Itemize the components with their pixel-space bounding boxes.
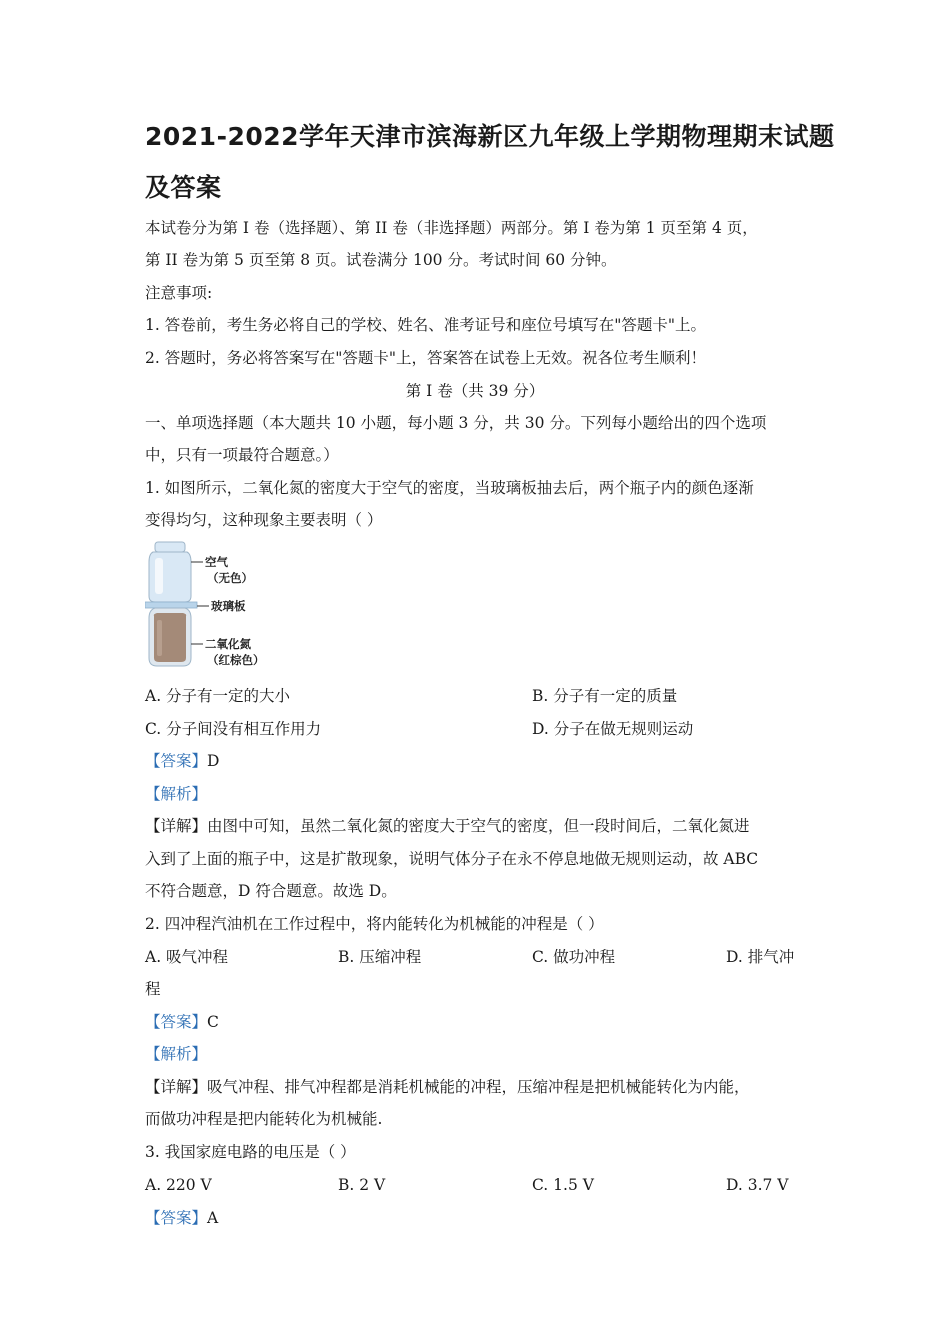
answer-tag: 【答案】: [145, 752, 208, 770]
label-glass: 玻璃板: [211, 599, 246, 613]
label-no2: 二氧化氮: [205, 637, 251, 651]
document-title-line2: 及答案: [145, 173, 222, 202]
q1-option-b: B. 分子有一定的质量: [532, 687, 678, 705]
answer-value: D: [207, 752, 220, 770]
q2-option-d: D. 排气冲: [726, 948, 795, 966]
answer-value: A: [207, 1209, 219, 1227]
notice-item-1: 1. 答卷前，考生务必将自己的学校、姓名、准考证号和座位号填写在"答题卡"上。: [145, 316, 706, 334]
detail-tag: 【详解】: [145, 1078, 208, 1096]
q3-answer: [145, 1208, 218, 1228]
q3-option-c: C. 1.5 V: [532, 1176, 594, 1194]
analysis-tag: 【解析】: [145, 785, 208, 803]
notice-heading: 注意事项:: [145, 284, 213, 302]
label-no2-note: （红棕色）: [207, 653, 265, 667]
q3-option-b: B. 2 V: [338, 1176, 386, 1194]
q3-option-a: A. 220 V: [145, 1176, 212, 1194]
q2-option-c: C. 做功冲程: [532, 948, 616, 966]
q2-detail-line1: [145, 1077, 750, 1097]
q1-stem-line2: 变得均匀，这种现象主要表明（ ）: [145, 511, 383, 529]
answer-value: C: [207, 1013, 219, 1031]
q1-detail-line3: 不符合题意，D 符合题意。故选 D。: [145, 882, 397, 900]
detail-text: 吸气冲程、排气冲程都是消耗机械能的冲程，压缩冲程是把机械能转化为内能，: [207, 1078, 750, 1096]
q2-stem: 2. 四冲程汽油机在工作过程中，将内能转化为机械能的冲程是（ ）: [145, 915, 604, 933]
label-air: 空气: [205, 555, 228, 569]
q1-option-c: C. 分子间没有相互作用力: [145, 720, 322, 738]
q2-option-b: B. 压缩冲程: [338, 948, 422, 966]
q1-option-a: A. 分子有一定的大小: [145, 687, 291, 705]
section-desc-line2: 中，只有一项最符合题意。）: [145, 446, 339, 464]
answer-tag: 【答案】: [145, 1013, 208, 1031]
q2-option-wrap: 程: [145, 980, 161, 998]
q1-detail-line1: [145, 816, 750, 836]
q3-stem: 3. 我国家庭电路的电压是（ ）: [145, 1143, 356, 1161]
q1-option-d: D. 分子在做无规则运动: [532, 720, 694, 738]
detail-text: 由图中可知，虽然二氧化氮的密度大于空气的密度，但一段时间后，二氧化氮进: [207, 817, 750, 835]
q1-analysis: [145, 784, 207, 804]
answer-tag: 【答案】: [145, 1209, 208, 1227]
intro-line2: 第 II 卷为第 5 页至第 8 页。试卷满分 100 分。考试时间 60 分钟。: [145, 251, 617, 269]
air-bottle: [149, 542, 191, 602]
q2-analysis: [145, 1044, 207, 1064]
no2-bottle: [149, 608, 191, 666]
diffusion-bottles-figure: [145, 540, 285, 672]
q3-option-d: D. 3.7 V: [726, 1176, 789, 1194]
q1-detail-line2: 入到了上面的瓶子中，这是扩散现象，说明气体分子在永不停息地做无规则运动，故 ABC: [145, 850, 759, 868]
q2-option-a: A. 吸气冲程: [145, 948, 229, 966]
document-title-line1: 2021-2022学年天津市滨海新区九年级上学期物理期末试题: [145, 122, 835, 151]
label-air-note: （无色）: [207, 571, 253, 585]
glass-plate: [145, 602, 197, 608]
detail-tag: 【详解】: [145, 817, 208, 835]
analysis-tag: 【解析】: [145, 1045, 208, 1063]
intro-line1: 本试卷分为第 I 卷（选择题）、第 II 卷（非选择题）两部分。第 I 卷为第 1 页至第 4 页，: [145, 219, 758, 237]
notice-item-2: 2. 答题时，务必将答案写在"答题卡"上，答案答在试卷上无效。祝各位考生顺利！: [145, 349, 706, 367]
q2-detail-line2: 而做功冲程是把内能转化为机械能.: [145, 1110, 383, 1128]
section-heading: 第 I 卷（共 39 分）: [405, 382, 545, 400]
section-desc-line1: 一、单项选择题（本大题共 10 小题，每小题 3 分，共 30 分。下列每小题给出的四个选项: [145, 414, 767, 432]
q1-answer: [145, 751, 219, 771]
q1-stem-line1: 1. 如图所示，二氧化氮的密度大于空气的密度，当玻璃板抽去后，两个瓶子内的颜色逐渐: [145, 479, 754, 497]
q2-answer: [145, 1012, 219, 1032]
